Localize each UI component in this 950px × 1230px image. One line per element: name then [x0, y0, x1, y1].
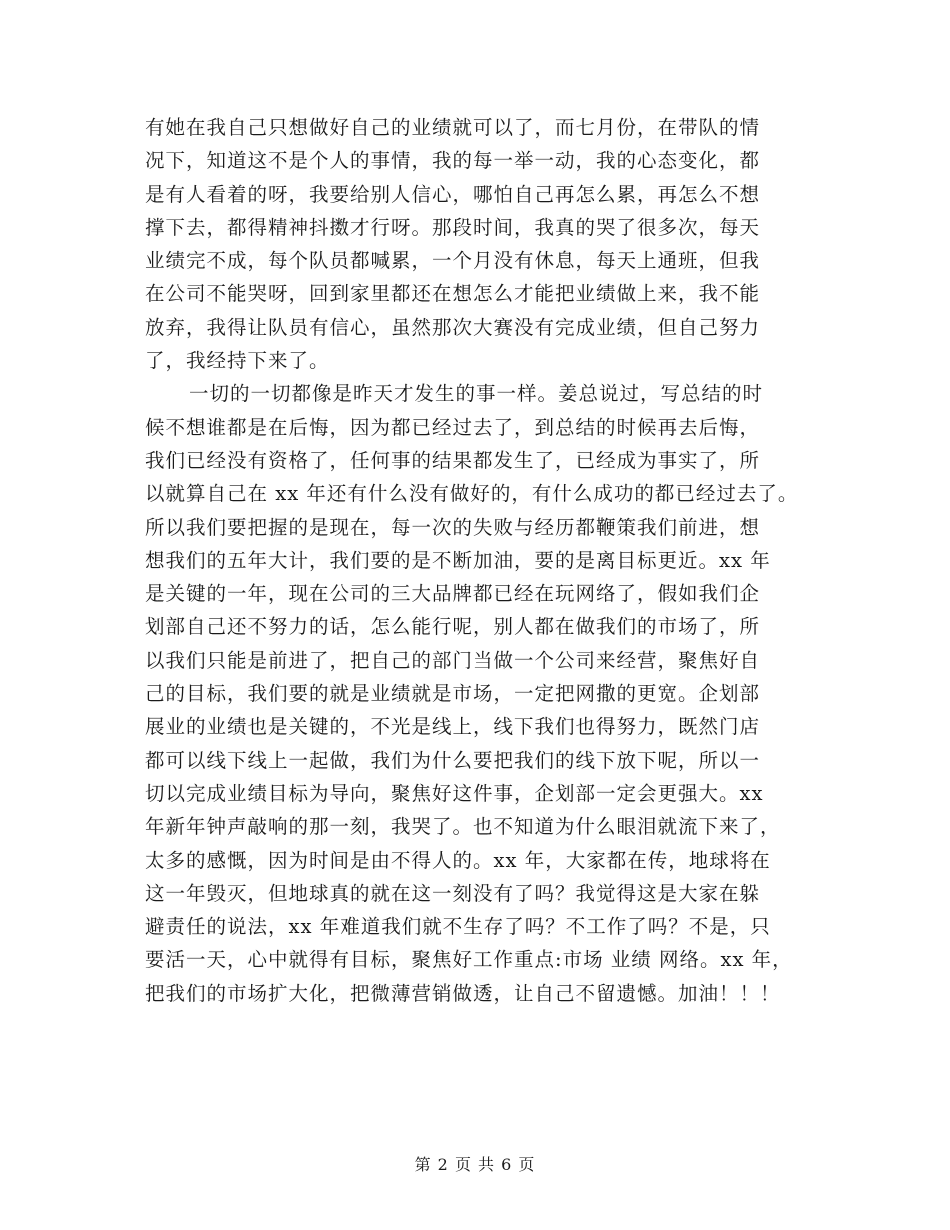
- text-line: 避责任的说法，xx 年难道我们就不生存了吗？不工作了吗？不是，只: [145, 915, 771, 939]
- text-line: 我们已经没有资格了，任何事的结果都发生了，已经成为事实了，所: [145, 448, 761, 472]
- page-number-footer: 第 2 页 共 6 页: [414, 1155, 536, 1174]
- text-line: 一切的一切都像是昨天才发生的事一样。姜总说过，写总结的时: [189, 382, 764, 406]
- text-line: 己的目标，我们要的就是业绩就是市场，一定把网撒的更宽。企划部: [145, 682, 761, 706]
- text-line: 这一年毁灭，但地球真的就在这一刻没有了吗？我觉得这是大家在躲: [145, 881, 761, 905]
- text-line: 要活一天，心中就得有目标，聚焦好工作重点:市场 业绩 网络。xx 年，: [145, 948, 793, 972]
- text-line: 撑下去，都得精神抖擞才行呀。那段时间，我真的哭了很多次，每天: [145, 215, 761, 239]
- text-line: 了，我经持下来了。: [145, 349, 330, 373]
- text-line: 是关键的一年，现在公司的三大品牌都已经在玩网络了，假如我们企: [145, 582, 761, 606]
- text-line: 有她在我自己只想做好自己的业绩就可以了，而七月份，在带队的情: [145, 116, 761, 139]
- text-line: 把我们的市场扩大化，把微薄营销做透，让自己不留遗憾。加油！！！: [145, 981, 781, 1005]
- text-line: 年新年钟声敲响的那一刻，我哭了。也不知道为什么眼泪就流下来了，: [145, 815, 781, 839]
- text-line: 以我们只能是前进了，把自己的部门当做一个公司来经营，聚焦好自: [145, 648, 761, 672]
- text-line: 是有人看着的呀，我要给别人信心，哪怕自己再怎么累，再怎么不想: [145, 182, 761, 206]
- text-line: 候不想谁都是在后悔，因为都已经过去了，到总结的时候再去后悔，: [145, 415, 761, 439]
- text-line: 放弃，我得让队员有信心，虽然那次大赛没有完成业绩，但自己努力: [145, 315, 761, 339]
- text-line: 展业的业绩也是关键的，不光是线上，线下我们也得努力，既然门店: [145, 715, 761, 739]
- text-line: 在公司不能哭呀，回到家里都还在想怎么才能把业绩做上来，我不能: [145, 282, 761, 306]
- document-body: [145, 111, 825, 1010]
- text-line: 太多的感慨，因为时间是由不得人的。xx 年，大家都在传，地球将在: [145, 848, 771, 872]
- text-line: 都可以线下线上一起做，我们为什么要把我们的线下放下呢，所以一: [145, 748, 761, 772]
- text-line: 切以完成业绩目标为导向，聚焦好这件事，企划部一定会更强大。xx: [145, 781, 764, 805]
- text-line: 业绩完不成，每个队员都喊累，一个月没有休息，每天上通班，但我: [145, 249, 761, 273]
- text-line: 想我们的五年大计，我们要的是不断加油，要的是离目标更近。xx 年: [145, 548, 771, 572]
- text-line: 以就算自己在 xx 年还有什么没有做好的，有什么成功的都已经过去了。: [145, 482, 799, 506]
- text-line: 划部自己还不努力的话，怎么能行呢，别人都在做我们的市场了，所: [145, 615, 761, 639]
- text-line: 所以我们要把握的是现在，每一次的失败与经历都鞭策我们前进，想: [145, 515, 761, 539]
- text-line: 况下，知道这不是个人的事情，我的每一举一动，我的心态变化，都: [145, 149, 761, 173]
